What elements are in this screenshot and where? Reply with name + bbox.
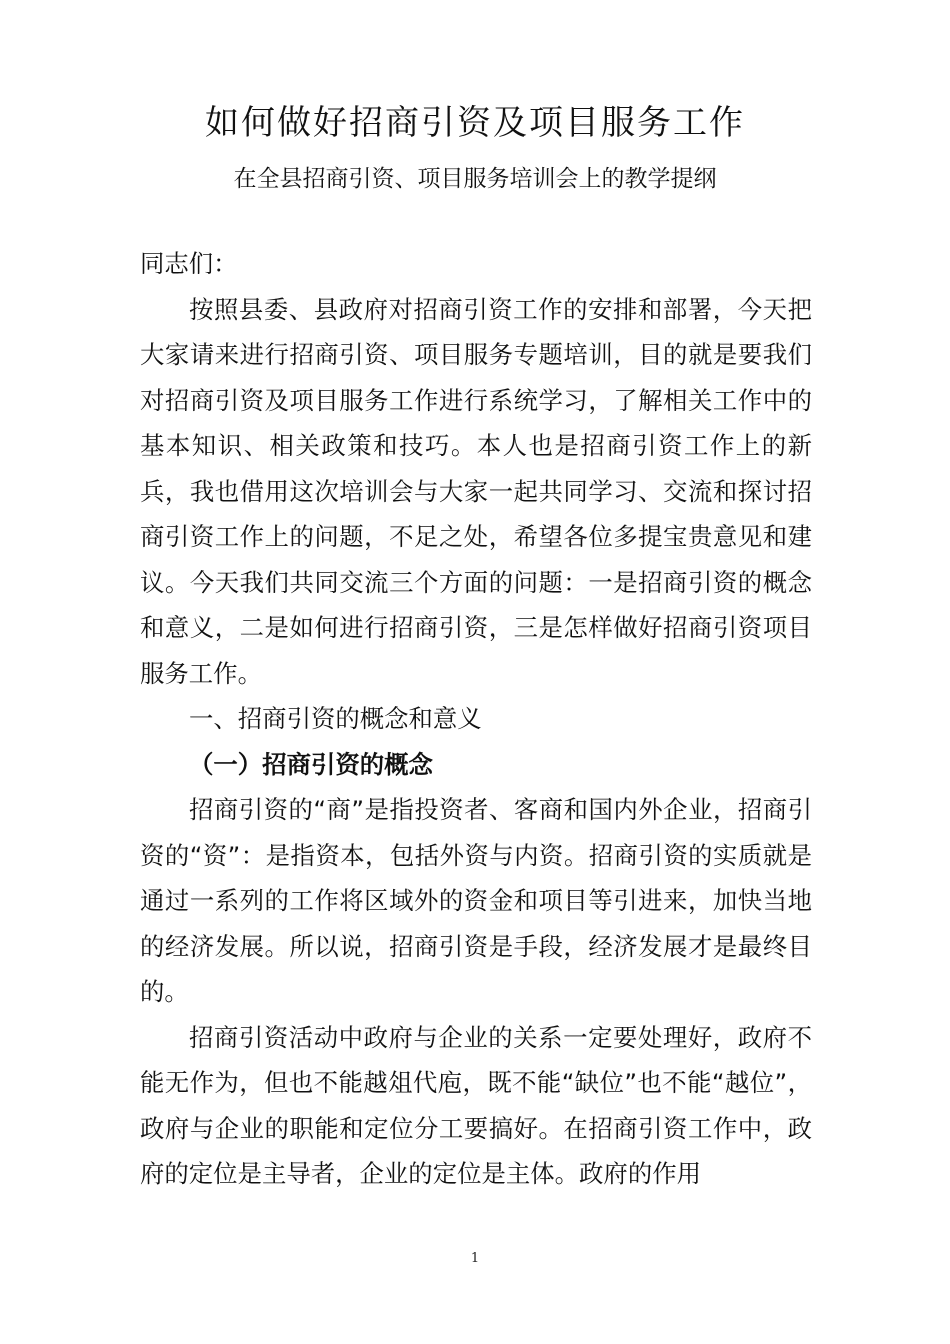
- subsection-heading: （一）招商引资的概念: [189, 749, 433, 779]
- page-number: 1: [470, 1251, 480, 1266]
- salutation: 同志们：: [140, 249, 238, 278]
- section-heading: 一、招商引资的概念和意义: [189, 704, 482, 733]
- intro-paragraph: 按照县委、县政府对招商引资工作的安排和部署，今天把大家请来进行招商引资、项目服务专题培训，目的就是要我们对招商引资及项目服务工作进行系统学习，了解相关工作中的基本知识、相关政策和技巧。本人也是招商引资工作上的新兵，我也借用这次培训会与大家一起共同学习、交流和探讨招商引资工作上的问题，不足之处，希望各位多提宝贵意见和建议。今天我们共同交流三个方面的问题：一是招商引资的概念和意义，二是如何进行招商引资，三是怎样做好招商引资项目服务工作。: [140, 294, 812, 688]
- relation-paragraph: 招商引资活动中政府与企业的关系一定要处理好，政府不能无作为，但也不能越俎代庖，既不能“缺位”也不能“越位”，政府与企业的职能和定位分工要搞好。在招商引资工作中，政府的定位是主导者，企业的定位是主体。政府的作用: [140, 1022, 812, 1188]
- document-body: [140, 241, 812, 1197]
- document-subtitle: 在全县招商引资、项目服务培训会上的教学提纲: [233, 166, 717, 192]
- concept-paragraph: 招商引资的“商”是指投资者、客商和国内外企业，招商引资的“资”：是指资本，包括外资与内资。招商引资的实质就是通过一系列的工作将区域外的资金和项目等引进来，加快当地的经济发展。所以说，招商引资是手段，经济发展才是最终目的。: [140, 795, 812, 1006]
- document-title: 如何做好招商引资及项目服务工作: [205, 103, 745, 143]
